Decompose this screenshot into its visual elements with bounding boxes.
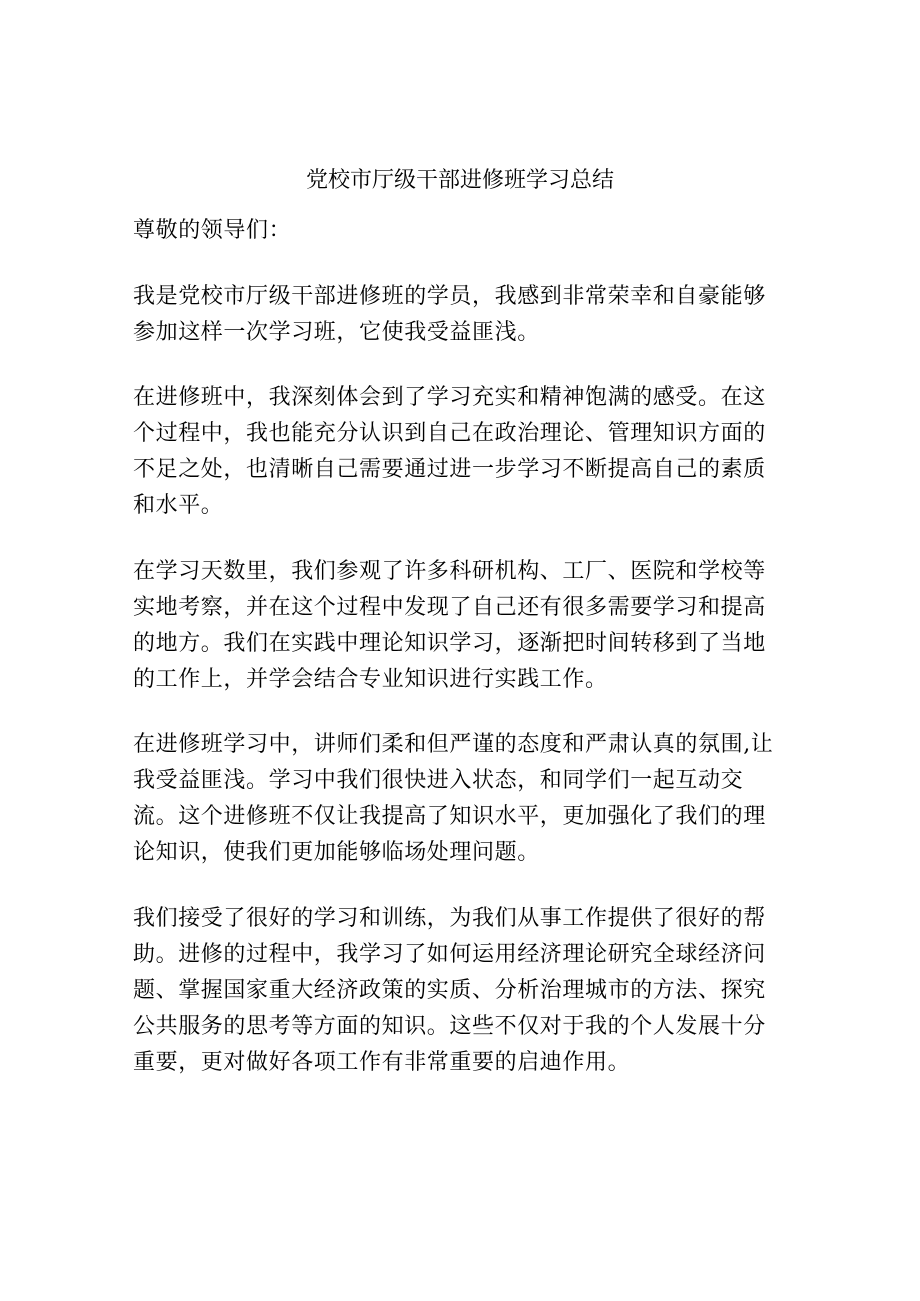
paragraph-line: 论知识，使我们更加能够临场处理问题。 [133,840,540,865]
paragraph-line: 助。进修的过程中，我学习了如何运用经济理论研究全球经济问 [133,942,766,967]
paragraph-line: 公共服务的思考等方面的知识。这些不仅对于我的个人发展十分 [133,1014,766,1039]
paragraph-3 [133,554,766,698]
paragraph-line: 我是党校市厅级干部进修班的学员，我感到非常荣幸和自豪能够 [133,284,766,309]
paragraph-line: 重要，更对做好各项工作有非常重要的启迪作用。 [133,1050,631,1075]
document-title: 党校市厅级干部进修班学习总结 [305,168,614,193]
paragraph-line: 的地方。我们在实践中理论知识学习，逐渐把时间转移到了当地 [133,631,766,656]
paragraph-4 [133,727,773,871]
paragraph-line: 实地考察，并在这个过程中发现了自己还有很多需要学习和提高 [133,595,766,620]
paragraph-line: 在进修班中，我深刻体会到了学习充实和精神饱满的感受。在这 [133,385,766,410]
salutation-line: 尊敬的领导们： [133,218,292,243]
paragraph-line: 个过程中，我也能充分认识到自己在政治理论、管理知识方面的 [133,421,766,446]
paragraph-line: 的工作上，并学会结合专业知识进行实践工作。 [133,667,608,692]
paragraph-line: 参加这样一次学习班，它使我受益匪浅。 [133,320,540,345]
paragraph-2 [133,380,766,524]
paragraph-line: 和水平。 [133,493,224,518]
paragraph-1 [133,279,766,351]
paragraph-line: 不足之处，也清晰自己需要通过进一步学习不断提高自己的素质 [133,457,766,482]
paragraph-line: 流。这个进修班不仅让我提高了知识水平，更加强化了我们的理 [133,804,766,829]
paragraph-line: 在进修班学习中，讲师们柔和但严谨的态度和严肃认真的氛围,让 [133,732,774,757]
paragraph-line: 我受益匪浅。学习中我们很快进入状态，和同学们一起互动交 [133,768,744,793]
salutation [133,213,291,249]
paragraph-line: 我们接受了很好的学习和训练，为我们从事工作提供了很好的帮 [133,906,766,931]
paragraph-line: 在学习天数里，我们参观了许多科研机构、工厂、医院和学校等 [133,559,766,584]
paragraph-line: 题、掌握国家重大经济政策的实质、分析治理城市的方法、探究 [133,978,766,1003]
paragraph-5 [133,901,766,1081]
